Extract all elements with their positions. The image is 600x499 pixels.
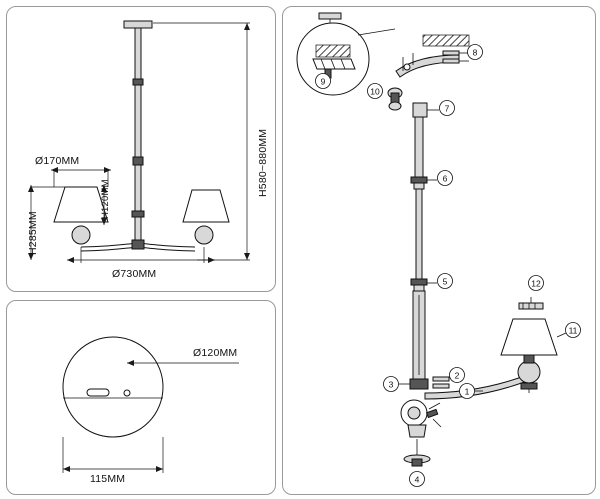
panel-exploded-assembly [282,6,596,495]
canopy-hole [124,390,130,396]
lamp-shade [501,319,557,355]
ceiling-plate [319,13,341,19]
ceiling-hatch [423,35,469,46]
callout-12-label: 12 [531,278,541,289]
canopy-slot [87,389,109,396]
callout-6-label: 6 [442,173,448,184]
lamp-bulb [518,361,540,383]
rod-joint-lower [133,157,143,165]
main-rod [135,28,141,163]
assembly-drawing [283,7,595,494]
lower-rod [135,165,141,243]
rod-segment-middle [416,189,422,279]
shade-fitter-12 [519,297,543,309]
arm-center-hub [132,240,144,249]
bottom-hub-3 [399,379,428,389]
socket-assembly [401,400,441,437]
nut-washer-10 [388,88,402,110]
rod-collar [132,211,144,217]
dim-height-range: H580~880MM [257,128,269,197]
left-bulb [72,226,90,244]
callout-2-label: 2 [454,370,460,381]
rod-joint-upper [133,79,143,85]
bulb-socket [524,355,534,363]
washer-set-2 [433,377,449,388]
rod-connector-5 [411,279,437,291]
detail-leader [358,29,395,35]
dim-canopy-width: 115MM [90,473,126,485]
rod-segment-upper [415,117,423,177]
panel-top-view [6,300,276,495]
dim-spread: Ø730MM [112,268,157,280]
callout-7-label: 7 [444,103,450,114]
panel-front-elevation [6,6,276,292]
dim-canopy-diameter: Ø120MM [193,347,238,359]
dim-shade-height: H120MM [100,179,111,219]
right-bulb [195,226,213,244]
callout-10-label: 10 [370,86,380,97]
rod-connector-6 [411,177,437,189]
callout-8-label: 8 [472,47,478,58]
arm-pivot [404,64,410,70]
callout-5-label: 5 [442,276,448,287]
lamp-base [521,383,537,389]
right-shade [183,190,229,222]
front-elevation-drawing [7,7,275,291]
callout-4-label: 4 [414,474,420,485]
end-cap-4 [404,455,430,466]
dim-lamp-height: H285MM [27,211,39,255]
rod-joint-7 [413,103,439,117]
canopy-circle [63,337,163,437]
top-view-drawing [7,301,275,494]
callout-9-label: 9 [320,76,326,87]
callout-1-label: 1 [464,386,470,397]
callout-11-label: 11 [568,325,578,336]
ceiling-canopy [124,21,152,28]
callout-3-label: 3 [388,379,394,390]
dim-shade-diameter: Ø170MM [35,155,80,167]
